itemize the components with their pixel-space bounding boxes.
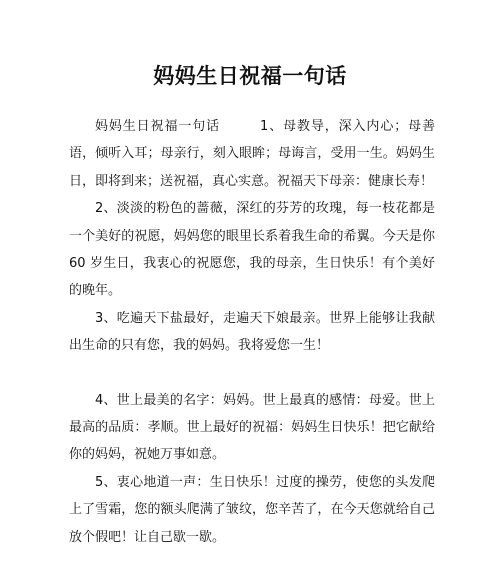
paragraph-5: 5、衷心地道一声：生日快乐！过度的操劳，使您的头发爬上了雪霜，您的额头爬满了皱纹，您辛苦了，在今天您就给自己放个假吧！让自己歇一歇。 — [69, 474, 435, 545]
intro-heading: 妈妈生日祝福一句话 — [95, 119, 221, 134]
paragraph-3: 3、吃遍天下盐最好，走遍天下娘最亲。世界上能够让我献出生命的只有您，我的妈妈。我将爱您一生！ — [69, 310, 435, 354]
page-title: 妈妈生日祝福一句话 — [153, 64, 347, 88]
paragraph-1 — [69, 113, 435, 195]
paragraph-2: 2、淡淡的粉色的蔷薇，深红的芬芳的玫瑰，每一枝花都是一个美好的祝愿，妈妈您的眼里长系着我生命的希翼。今天是你 60 岁生日，我衷心的祝愿您，我的母亲，生日快乐！有个美好的晚年。 — [69, 201, 435, 299]
paragraph-4: 4、世上最美的名字：妈妈。世上最真的感情：母爱。世上最高的品质：孝顺。世上最好的祝福：妈妈生日快乐！把它献给你的妈妈，祝她万事如意。 — [69, 392, 435, 463]
paragraph-1-text: 1、母教导，深入内心；母善语，倾听入耳；母亲行，刻入眼眸；母诲言，受用一生。妈妈生日，即将到来；送祝福，真心实意。祝福天下母亲：健康长寿！ — [69, 119, 435, 189]
article-body — [69, 113, 435, 551]
